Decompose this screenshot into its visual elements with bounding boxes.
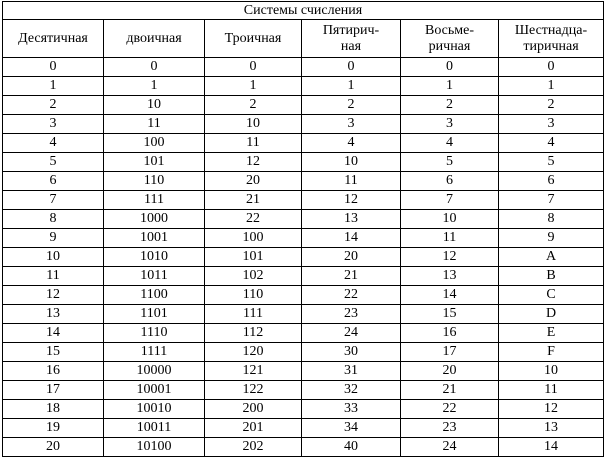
- cell-ternary: 21: [205, 191, 302, 210]
- cell-decimal: 18: [3, 400, 104, 419]
- cell-binary: 1101: [104, 305, 205, 324]
- table-row: [3, 134, 604, 153]
- column-header-ternary: [205, 20, 302, 58]
- cell-octal: 7: [401, 191, 499, 210]
- cell-hexadecimal: 14: [499, 438, 604, 457]
- table-row: [3, 362, 604, 381]
- table-title-row: [3, 2, 604, 20]
- cell-ternary: 0: [205, 58, 302, 77]
- table-row: [3, 96, 604, 115]
- cell-octal: 13: [401, 267, 499, 286]
- cell-binary: 101: [104, 153, 205, 172]
- cell-quinary: 4: [302, 134, 401, 153]
- cell-hexadecimal: F: [499, 343, 604, 362]
- column-header-hexadecimal: [499, 20, 604, 58]
- cell-binary: 10000: [104, 362, 205, 381]
- cell-quinary: 23: [302, 305, 401, 324]
- column-header-text: ная: [340, 38, 362, 54]
- cell-ternary: 22: [205, 210, 302, 229]
- cell-decimal: 10: [3, 248, 104, 267]
- table-body: [3, 58, 604, 457]
- table-row: [3, 324, 604, 343]
- cell-ternary: 122: [205, 381, 302, 400]
- cell-hexadecimal: 8: [499, 210, 604, 229]
- cell-ternary: 12: [205, 153, 302, 172]
- cell-ternary: 100: [205, 229, 302, 248]
- cell-octal: 1: [401, 77, 499, 96]
- table-row: [3, 191, 604, 210]
- cell-quinary: 33: [302, 400, 401, 419]
- table-row: [3, 77, 604, 96]
- table-row: [3, 267, 604, 286]
- cell-decimal: 9: [3, 229, 104, 248]
- cell-hexadecimal: B: [499, 267, 604, 286]
- cell-ternary: 102: [205, 267, 302, 286]
- cell-ternary: 11: [205, 134, 302, 153]
- cell-decimal: 12: [3, 286, 104, 305]
- table-row: [3, 115, 604, 134]
- cell-quinary: 21: [302, 267, 401, 286]
- cell-binary: 11: [104, 115, 205, 134]
- cell-hexadecimal: 12: [499, 400, 604, 419]
- cell-hexadecimal: 7: [499, 191, 604, 210]
- cell-binary: 1110: [104, 324, 205, 343]
- column-header-octal: [401, 20, 499, 58]
- cell-octal: 20: [401, 362, 499, 381]
- cell-hexadecimal: 4: [499, 134, 604, 153]
- cell-octal: 0: [401, 58, 499, 77]
- cell-binary: 10100: [104, 438, 205, 457]
- cell-ternary: 2: [205, 96, 302, 115]
- cell-ternary: 1: [205, 77, 302, 96]
- cell-ternary: 101: [205, 248, 302, 267]
- cell-decimal: 13: [3, 305, 104, 324]
- cell-hexadecimal: E: [499, 324, 604, 343]
- table-row: [3, 229, 604, 248]
- cell-ternary: 111: [205, 305, 302, 324]
- cell-octal: 22: [401, 400, 499, 419]
- cell-quinary: 1: [302, 77, 401, 96]
- column-header-text: Десятичная: [18, 30, 88, 46]
- table-row: [3, 305, 604, 324]
- table-row: [3, 286, 604, 305]
- cell-decimal: 6: [3, 172, 104, 191]
- cell-decimal: 14: [3, 324, 104, 343]
- cell-quinary: 40: [302, 438, 401, 457]
- cell-quinary: 22: [302, 286, 401, 305]
- cell-octal: 17: [401, 343, 499, 362]
- cell-hexadecimal: 1: [499, 77, 604, 96]
- cell-binary: 1: [104, 77, 205, 96]
- table-row: [3, 438, 604, 457]
- cell-hexadecimal: C: [499, 286, 604, 305]
- column-header-decimal: [3, 20, 104, 58]
- cell-binary: 1111: [104, 343, 205, 362]
- cell-ternary: 10: [205, 115, 302, 134]
- cell-binary: 10011: [104, 419, 205, 438]
- cell-ternary: 120: [205, 343, 302, 362]
- cell-hexadecimal: 2: [499, 96, 604, 115]
- cell-decimal: 11: [3, 267, 104, 286]
- table-head: [3, 2, 604, 58]
- table-row: [3, 419, 604, 438]
- cell-quinary: 14: [302, 229, 401, 248]
- column-header-quinary: [302, 20, 401, 58]
- cell-octal: 4: [401, 134, 499, 153]
- cell-quinary: 34: [302, 419, 401, 438]
- cell-octal: 23: [401, 419, 499, 438]
- cell-octal: 12: [401, 248, 499, 267]
- cell-binary: 1000: [104, 210, 205, 229]
- cell-octal: 2: [401, 96, 499, 115]
- cell-binary: 10001: [104, 381, 205, 400]
- cell-decimal: 0: [3, 58, 104, 77]
- cell-hexadecimal: 9: [499, 229, 604, 248]
- cell-hexadecimal: 0: [499, 58, 604, 77]
- cell-octal: 5: [401, 153, 499, 172]
- cell-decimal: 20: [3, 438, 104, 457]
- cell-quinary: 0: [302, 58, 401, 77]
- cell-hexadecimal: 6: [499, 172, 604, 191]
- table-row: [3, 153, 604, 172]
- cell-hexadecimal: 5: [499, 153, 604, 172]
- cell-quinary: 31: [302, 362, 401, 381]
- cell-hexadecimal: 3: [499, 115, 604, 134]
- cell-decimal: 5: [3, 153, 104, 172]
- cell-octal: 15: [401, 305, 499, 324]
- column-header-text: Троичная: [224, 30, 282, 46]
- cell-decimal: 1: [3, 77, 104, 96]
- cell-binary: 0: [104, 58, 205, 77]
- cell-quinary: 24: [302, 324, 401, 343]
- cell-binary: 1011: [104, 267, 205, 286]
- column-header-text: ричная: [428, 38, 471, 54]
- cell-decimal: 2: [3, 96, 104, 115]
- cell-decimal: 17: [3, 381, 104, 400]
- cell-decimal: 16: [3, 362, 104, 381]
- cell-quinary: 30: [302, 343, 401, 362]
- table-title: Системы счисления: [3, 2, 604, 20]
- table-row: [3, 381, 604, 400]
- column-header-text: двоичная: [126, 30, 182, 46]
- cell-decimal: 3: [3, 115, 104, 134]
- cell-hexadecimal: 11: [499, 381, 604, 400]
- cell-octal: 11: [401, 229, 499, 248]
- column-header-text: Шестнадца-: [514, 22, 588, 38]
- cell-quinary: 20: [302, 248, 401, 267]
- cell-octal: 21: [401, 381, 499, 400]
- cell-octal: 6: [401, 172, 499, 191]
- column-header-text: тиричная: [523, 38, 579, 54]
- cell-hexadecimal: 13: [499, 419, 604, 438]
- cell-binary: 1100: [104, 286, 205, 305]
- cell-decimal: 4: [3, 134, 104, 153]
- cell-binary: 1001: [104, 229, 205, 248]
- cell-quinary: 12: [302, 191, 401, 210]
- cell-hexadecimal: 10: [499, 362, 604, 381]
- cell-quinary: 11: [302, 172, 401, 191]
- column-header-row: [3, 20, 604, 58]
- cell-binary: 111: [104, 191, 205, 210]
- cell-hexadecimal: D: [499, 305, 604, 324]
- cell-quinary: 2: [302, 96, 401, 115]
- cell-octal: 3: [401, 115, 499, 134]
- table-row: [3, 248, 604, 267]
- cell-octal: 24: [401, 438, 499, 457]
- cell-ternary: 202: [205, 438, 302, 457]
- cell-octal: 14: [401, 286, 499, 305]
- cell-binary: 110: [104, 172, 205, 191]
- table-row: [3, 343, 604, 362]
- cell-ternary: 112: [205, 324, 302, 343]
- column-header-text: Восьме-: [424, 22, 475, 38]
- cell-decimal: 15: [3, 343, 104, 362]
- cell-decimal: 8: [3, 210, 104, 229]
- table-row: [3, 58, 604, 77]
- cell-ternary: 20: [205, 172, 302, 191]
- cell-decimal: 19: [3, 419, 104, 438]
- cell-quinary: 10: [302, 153, 401, 172]
- table-row: [3, 172, 604, 191]
- cell-ternary: 201: [205, 419, 302, 438]
- table-row: [3, 400, 604, 419]
- cell-binary: 10010: [104, 400, 205, 419]
- column-header-binary: [104, 20, 205, 58]
- cell-ternary: 110: [205, 286, 302, 305]
- cell-binary: 100: [104, 134, 205, 153]
- cell-ternary: 200: [205, 400, 302, 419]
- table-row: [3, 210, 604, 229]
- number-systems-table: [2, 1, 604, 457]
- cell-quinary: 3: [302, 115, 401, 134]
- column-header-text: Пятирич-: [322, 22, 380, 38]
- cell-quinary: 13: [302, 210, 401, 229]
- cell-octal: 10: [401, 210, 499, 229]
- cell-quinary: 32: [302, 381, 401, 400]
- cell-binary: 10: [104, 96, 205, 115]
- cell-ternary: 121: [205, 362, 302, 381]
- cell-hexadecimal: A: [499, 248, 604, 267]
- cell-binary: 1010: [104, 248, 205, 267]
- cell-octal: 16: [401, 324, 499, 343]
- cell-decimal: 7: [3, 191, 104, 210]
